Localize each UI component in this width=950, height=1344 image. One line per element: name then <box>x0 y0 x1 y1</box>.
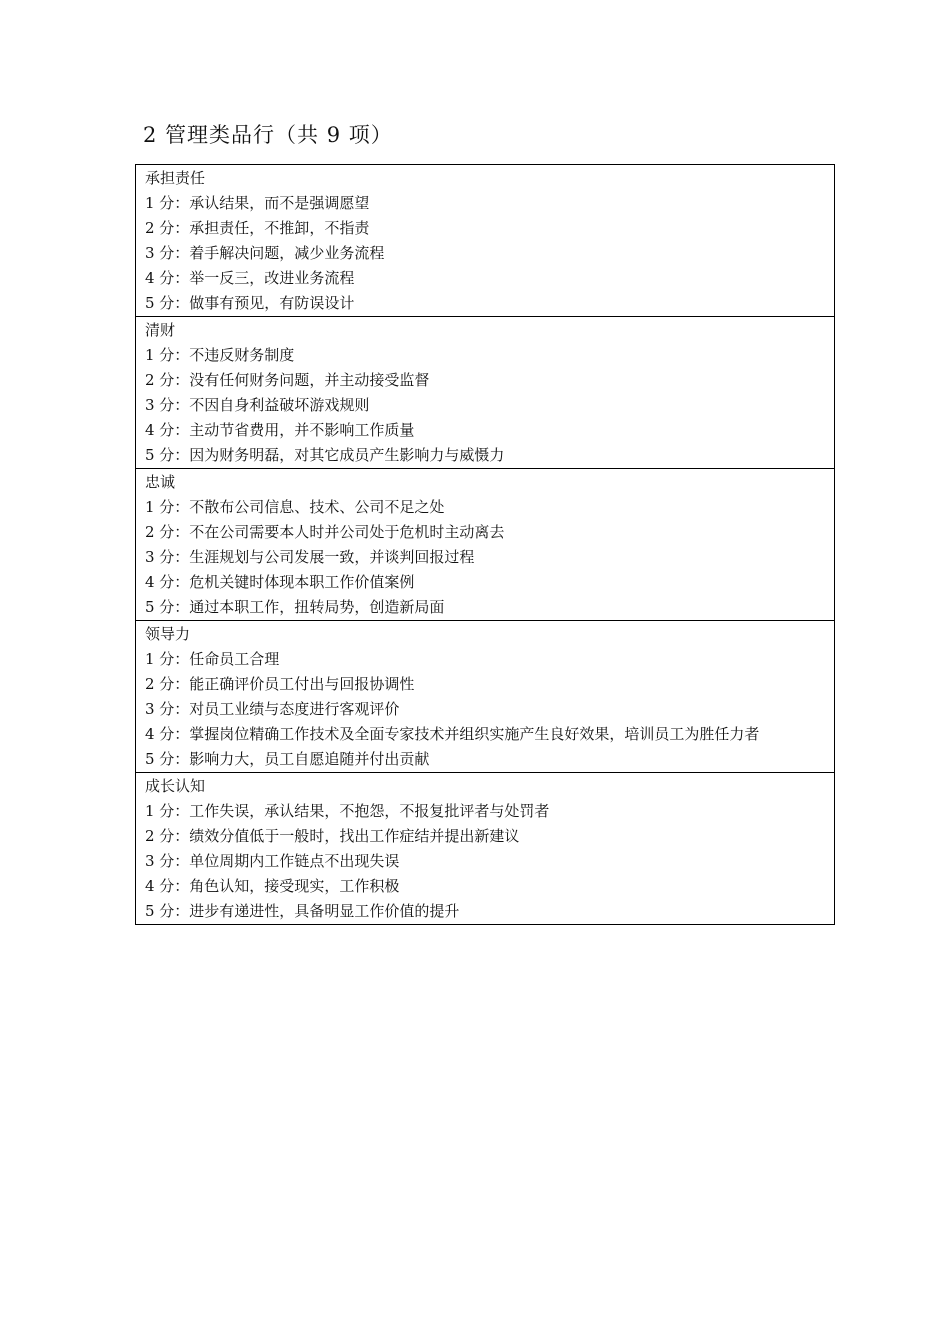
score-item: 2 分：绩效分值低于一般时，找出工作症结并提出新建议 <box>145 827 520 845</box>
score-item: 4 分：掌握岗位精确工作技术及全面专家技术并组织实施产生良好效果，培训员工为胜任力者 <box>145 725 760 743</box>
score-item: 2 分：能正确评价员工付出与回报协调性 <box>145 675 415 693</box>
score-item: 3 分：单位周期内工作链点不出现失误 <box>145 852 400 870</box>
score-item: 3 分：生涯规划与公司发展一致，并谈判回报过程 <box>145 548 475 566</box>
score-item: 4 分：危机关键时体现本职工作价值案例 <box>145 573 415 591</box>
page-title: 2 管理类品行（共 9 项） <box>143 123 393 147</box>
score-item: 1 分：承认结果，而不是强调愿望 <box>145 194 370 212</box>
score-item: 4 分：角色认知，接受现实，工作积极 <box>145 877 400 895</box>
section-heading: 成长认知 <box>145 777 206 795</box>
score-item: 1 分：不散布公司信息、技术、公司不足之处 <box>145 498 445 516</box>
criteria-table <box>135 164 835 925</box>
score-item: 1 分：不违反财务制度 <box>145 346 295 364</box>
score-item: 5 分：进步有递进性，具备明显工作价值的提升 <box>145 902 460 920</box>
score-item: 4 分：举一反三，改进业务流程 <box>145 269 355 287</box>
section-heading: 忠诚 <box>145 473 176 491</box>
score-item: 5 分：通过本职工作，扭转局势，创造新局面 <box>145 598 445 616</box>
score-item: 3 分：着手解决问题，减少业务流程 <box>145 244 385 262</box>
score-item: 1 分：任命员工合理 <box>145 650 280 668</box>
section-heading: 领导力 <box>145 625 191 643</box>
section-heading: 清财 <box>145 321 176 339</box>
score-item: 2 分：没有任何财务问题，并主动接受监督 <box>145 371 430 389</box>
score-item: 1 分：工作失误，承认结果，不抱怨，不报复批评者与处罚者 <box>145 802 550 820</box>
section-integrity <box>136 316 834 468</box>
section-heading: 承担责任 <box>145 169 206 187</box>
score-item: 4 分：主动节省费用，并不影响工作质量 <box>145 421 415 439</box>
score-item: 2 分：承担责任，不推卸，不指责 <box>145 219 370 237</box>
score-item: 5 分：因为财务明磊，对其它成员产生影响力与威慑力 <box>145 446 505 464</box>
score-item: 5 分：影响力大，员工自愿追随并付出贡献 <box>145 750 430 768</box>
score-item: 5 分：做事有预见，有防误设计 <box>145 294 355 312</box>
score-item: 2 分：不在公司需要本人时并公司处于危机时主动离去 <box>145 523 505 541</box>
section-leadership <box>136 620 834 772</box>
section-loyalty <box>136 468 834 620</box>
section-growth-awareness <box>136 772 834 924</box>
section-responsibility <box>136 165 834 316</box>
score-item: 3 分：不因自身利益破坏游戏规则 <box>145 396 370 414</box>
score-item: 3 分：对员工业绩与态度进行客观评价 <box>145 700 400 718</box>
